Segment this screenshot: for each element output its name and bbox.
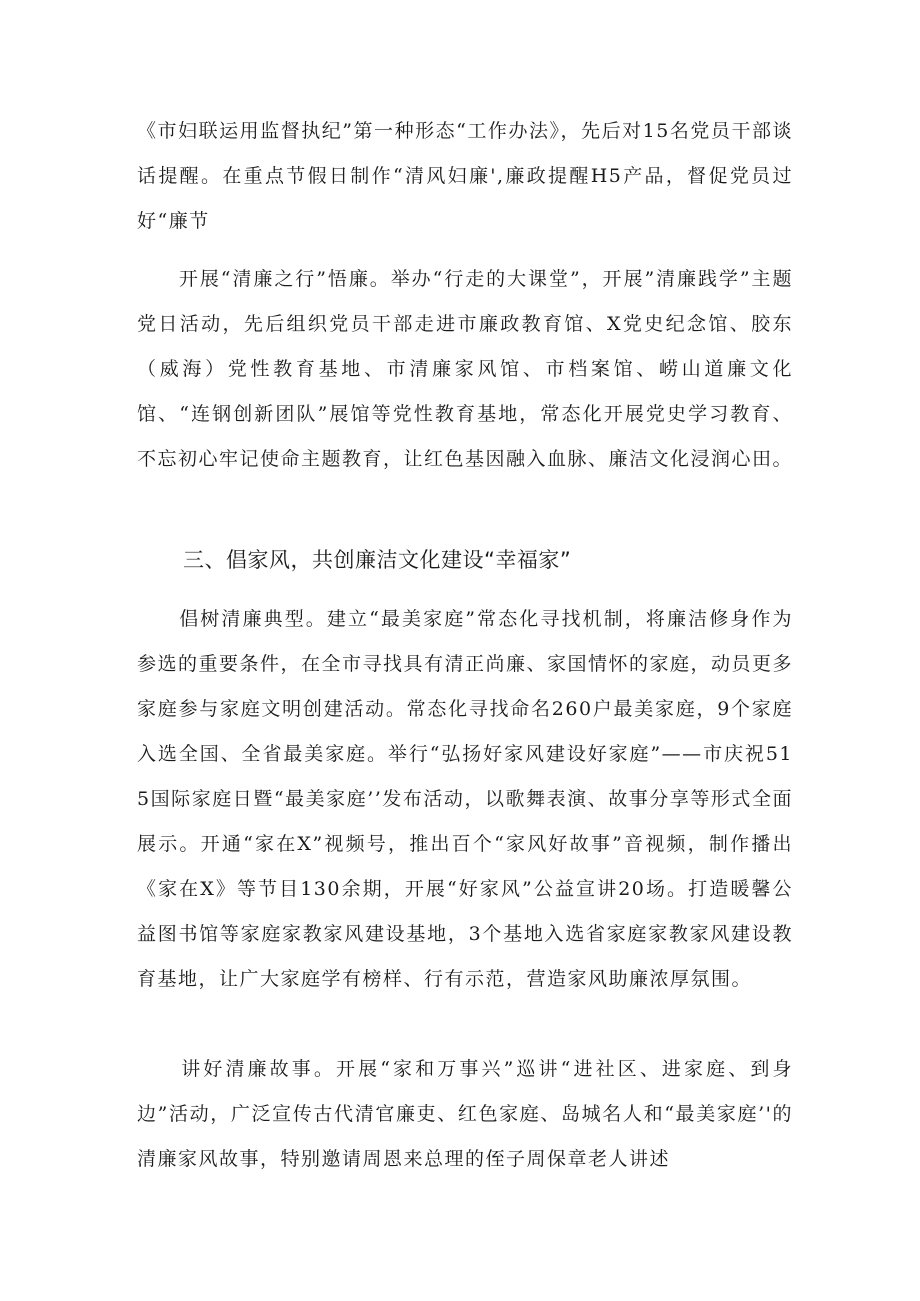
body-paragraph-3: 倡树清廉典型。建立“最美家庭”常态化寻找机制，将廉洁修身作为参选的重要条件，在全市寻找具有清正尚廉、家国情怀的家庭，动员更多家庭参与家庭文明创建活动。常态化寻找命名260户最美家庭，9个家庭入选全国、全省最美家庭。举行“弘扬好家风建设好家庭”——市庆祝515国际家庭日暨“最美家庭’’发布活动，以歌舞表演、故事分享等形式全面展示。开通“家在X”视频号，推出百个“家风好故事”音视频，制作播出《家在X》等节目130余期，开展“好家风”公益宣讲20场。打造暖馨公益图书馆等家庭家教家风建设基地，3个基地入选省家庭家教家风建设教育基地，让广大家庭学有榜样、行有示范，营造家风助廉浓厚氛围。 [137, 608, 794, 990]
body-paragraph-1: 《市妇联运用监督执纪”第一种形态“工作办法》，先后对15名党员干部谈话提醒。在重点节假日制作“清风妇廉',廉政提醒H5产品，督促党员过好“廉节 [137, 120, 793, 232]
body-paragraph-4: 讲好清廉故事。开展“家和万事兴”巡讲“进社区、进家庭、到身边”活动，广泛宣传古代清官廉吏、红色家庭、岛城名人和“最美家庭’'的清廉家风故事，特别邀请周恩来总理的侄子周保章老人讲述 [137, 1058, 793, 1170]
body-paragraph-2: 开展“清廉之行”悟廉。举办“行走的大课堂”，开展”清廉践学”主题党日活动，先后组织党员干部走进市廉政教育馆、X党史纪念馆、胶东（威海）党性教育基地、市清廉家风馆、市档案馆、崂山道廉文化馆、“连钢创新团队”展馆等党性教育基地，常态化开展党史学习教育、不忘初心牢记使命主题教育，让红色基因融入血脉、廉洁文化浸润心田。 [137, 268, 794, 470]
section-heading: 三、倡家风，共创廉洁文化建设“幸福家” [183, 548, 572, 572]
